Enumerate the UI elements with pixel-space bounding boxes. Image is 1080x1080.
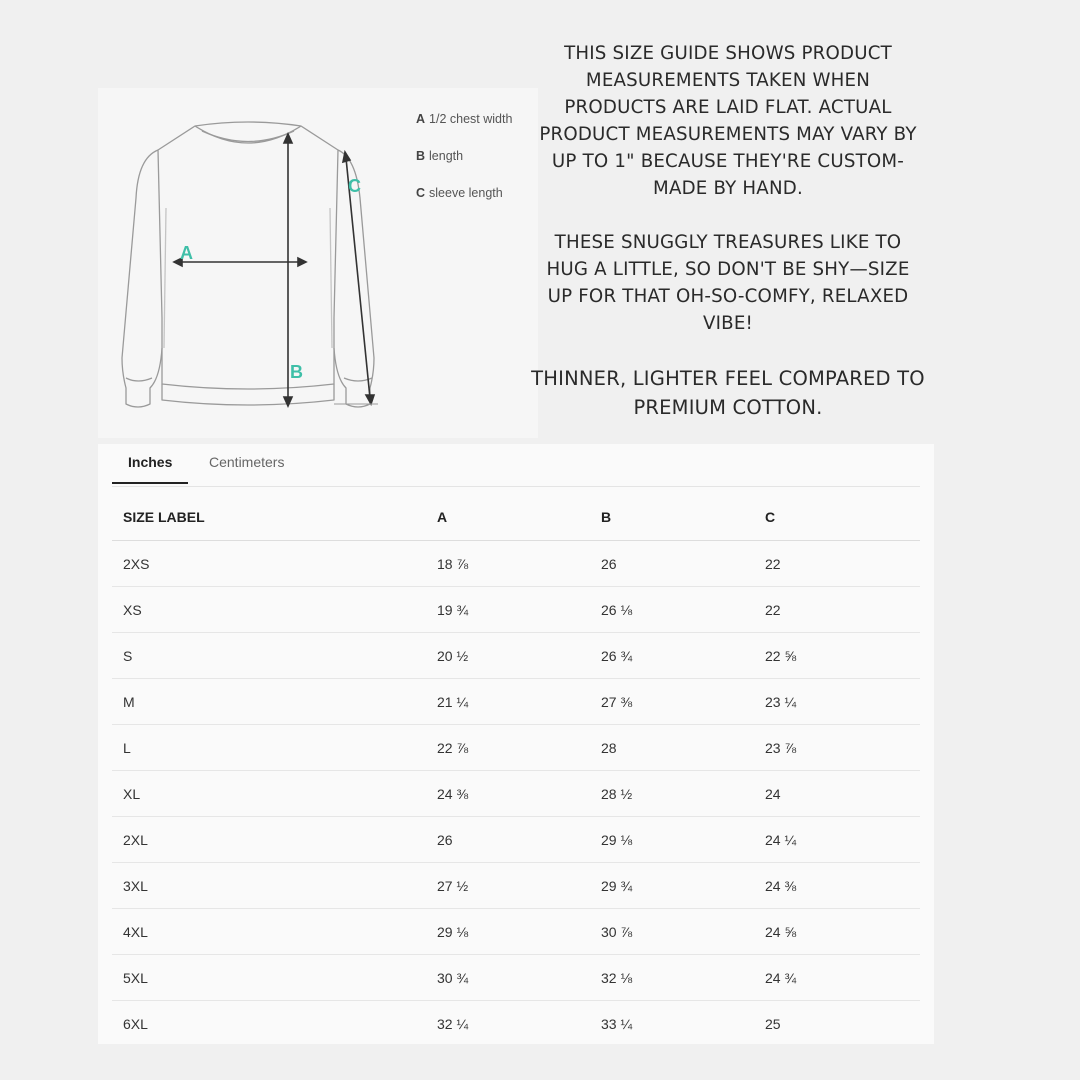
chest-width-cell: 22 ⅞ — [437, 725, 601, 771]
tab-centimeters[interactable]: Centimeters — [209, 454, 285, 470]
sleeve-length-cell: 25 — [765, 1015, 781, 1032]
length-cell: 30 ⅞ — [601, 909, 765, 955]
chest-width-cell: 24 ⅜ — [437, 771, 601, 817]
chest-width-cell: 30 ¾ — [437, 955, 601, 1001]
size-label-cell: S — [112, 633, 437, 679]
sleeve-length-cell: 22 ⅝ — [765, 633, 920, 679]
sleeve-length-cell: 24 — [765, 771, 920, 817]
sleeve-length-cell: 24 ⅝ — [765, 909, 920, 955]
sleeve-length-cell: 24 ¼ — [765, 817, 920, 863]
legend-item-a: A 1/2 chest width — [416, 112, 513, 126]
note-paragraph-size-up: THESE SNUGGLY TREASURES LIKE TO HUG A LITTLE, SO DON'T BE SHY—SIZE UP FOR THAT OH-SO-COMFY, RELAXED VIBE! — [546, 232, 910, 334]
chest-width-cell: 19 ¾ — [437, 587, 601, 633]
table-row — [112, 1001, 920, 1047]
length-cell: 32 ⅛ — [601, 955, 765, 1001]
chest-width-cell: 26 — [437, 817, 601, 863]
measurement-legend — [416, 112, 512, 223]
chest-width-cell: 18 ⅞ — [437, 541, 601, 587]
label-c: C — [348, 176, 361, 196]
table-row — [112, 541, 920, 587]
sleeve-length-cell: 23 ¼ — [765, 679, 920, 725]
length-cell: 33 ¼ — [601, 1015, 633, 1032]
legend-item-c: C sleeve length — [416, 186, 503, 200]
header-a: A — [437, 494, 601, 541]
sweatshirt-illustration — [98, 88, 398, 438]
sleeve-length-cell: 23 ⅞ — [765, 725, 920, 771]
table-row — [112, 587, 920, 633]
chest-width-cell: 27 ½ — [437, 863, 601, 909]
table-row — [112, 955, 920, 1001]
table-header-row — [112, 494, 920, 541]
legend-item-b: B length — [416, 149, 464, 163]
length-cell: 26 — [601, 541, 765, 587]
length-cell: 26 ⅛ — [601, 587, 765, 633]
size-label-cell: XL — [112, 771, 437, 817]
size-label-cell: 2XS — [112, 541, 437, 587]
sleeve-length-cell: 24 ¾ — [765, 955, 920, 1001]
unit-tabs — [112, 444, 920, 487]
table-row — [112, 863, 920, 909]
chest-width-cell: 32 ¼ — [437, 1015, 469, 1032]
size-label-cell: 5XL — [112, 955, 437, 1001]
length-cell: 29 ¾ — [601, 863, 765, 909]
size-label-cell: M — [112, 679, 437, 725]
length-cell: 28 ½ — [601, 771, 765, 817]
label-a: A — [180, 243, 193, 263]
length-cell: 28 — [601, 725, 765, 771]
chest-width-cell: 20 ½ — [437, 633, 601, 679]
size-label-cell: 3XL — [112, 863, 437, 909]
table-row — [112, 909, 920, 955]
table-row — [112, 633, 920, 679]
length-cell: 27 ⅜ — [601, 679, 765, 725]
size-label-cell: 6XL — [123, 1015, 148, 1032]
table-row — [112, 817, 920, 863]
sleeve-length-cell: 24 ⅜ — [765, 863, 920, 909]
size-label-cell: 2XL — [112, 817, 437, 863]
size-label-cell: 4XL — [112, 909, 437, 955]
size-label-cell: L — [112, 725, 437, 771]
chest-width-cell: 21 ¼ — [437, 679, 601, 725]
size-table — [112, 494, 920, 1046]
size-guide-note — [531, 40, 925, 422]
length-cell: 26 ¾ — [601, 633, 765, 679]
table-row — [112, 771, 920, 817]
sleeve-length-cell: 22 — [765, 541, 920, 587]
left-sleeve-outline — [122, 150, 162, 407]
chest-width-arrow — [174, 258, 306, 266]
sleeve-length-cell: 22 — [765, 587, 920, 633]
tab-inches[interactable]: Inches — [112, 454, 188, 484]
header-c: C — [765, 494, 920, 541]
label-b: B — [290, 362, 303, 382]
measurement-diagram — [98, 88, 538, 438]
table-row — [112, 679, 920, 725]
table-row — [112, 725, 920, 771]
header-b: B — [601, 494, 765, 541]
size-table-card — [98, 444, 934, 1044]
header-size-label: SIZE LABEL — [112, 494, 437, 541]
length-cell: 29 ⅛ — [601, 817, 765, 863]
note-paragraph-fabric: THINNER, LIGHTER FEEL COMPARED TO PREMIUM COTTON. — [531, 367, 925, 419]
note-paragraph-measurements: THIS SIZE GUIDE SHOWS PRODUCT MEASUREMENTS TAKEN WHEN PRODUCTS ARE LAID FLAT. ACTUAL PRODUCT MEASUREMENTS MAY VARY BY UP TO 1" BECAUSE THEY'RE CUSTOM-MADE BY HAND. — [539, 43, 917, 199]
chest-width-cell: 29 ⅛ — [437, 909, 601, 955]
size-label-cell: XS — [112, 587, 437, 633]
